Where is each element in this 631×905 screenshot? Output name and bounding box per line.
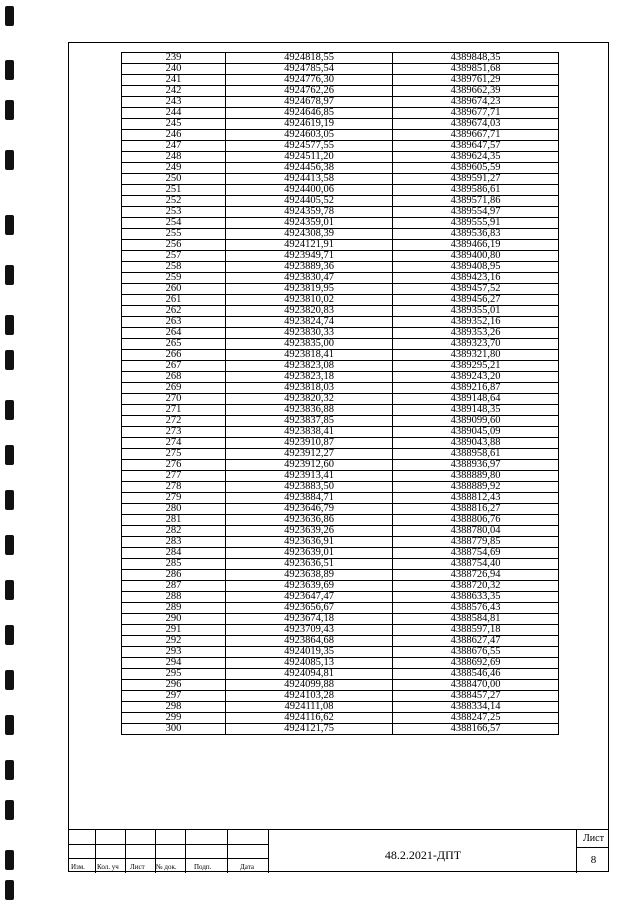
binding-mark bbox=[5, 445, 14, 465]
y-coordinate: 4389466,19 bbox=[393, 240, 559, 251]
x-coordinate: 4923949,71 bbox=[226, 251, 393, 262]
y-coordinate: 4389761,29 bbox=[393, 75, 559, 86]
table-row bbox=[122, 196, 559, 207]
x-coordinate: 4923646,79 bbox=[226, 504, 393, 515]
point-number: 242 bbox=[122, 86, 226, 97]
y-coordinate: 4388754,69 bbox=[393, 548, 559, 559]
x-coordinate: 4924359,78 bbox=[226, 207, 393, 218]
x-coordinate: 4923819,95 bbox=[226, 284, 393, 295]
y-coordinate: 4388806,76 bbox=[393, 515, 559, 526]
y-coordinate: 4388780,04 bbox=[393, 526, 559, 537]
table-row bbox=[122, 218, 559, 229]
table-row bbox=[122, 647, 559, 658]
binding-marks bbox=[5, 0, 19, 905]
x-coordinate: 4924646,85 bbox=[226, 108, 393, 119]
table-row bbox=[122, 724, 559, 735]
y-coordinate: 4389571,86 bbox=[393, 196, 559, 207]
x-coordinate: 4923830,47 bbox=[226, 273, 393, 284]
y-coordinate: 4389677,71 bbox=[393, 108, 559, 119]
table-row bbox=[122, 207, 559, 218]
binding-mark bbox=[5, 215, 14, 235]
y-coordinate: 4388889,92 bbox=[393, 482, 559, 493]
table-row bbox=[122, 383, 559, 394]
table-row bbox=[122, 570, 559, 581]
point-number: 299 bbox=[122, 713, 226, 724]
x-coordinate: 4924603,05 bbox=[226, 130, 393, 141]
binding-mark bbox=[5, 850, 14, 870]
table-row bbox=[122, 86, 559, 97]
x-coordinate: 4923837,85 bbox=[226, 416, 393, 427]
point-number: 260 bbox=[122, 284, 226, 295]
point-number: 259 bbox=[122, 273, 226, 284]
binding-mark bbox=[5, 100, 14, 120]
point-number: 295 bbox=[122, 669, 226, 680]
x-coordinate: 4923823,18 bbox=[226, 372, 393, 383]
x-coordinate: 4924785,54 bbox=[226, 64, 393, 75]
point-number: 241 bbox=[122, 75, 226, 86]
binding-mark bbox=[5, 315, 14, 335]
y-coordinate: 4389353,26 bbox=[393, 328, 559, 339]
point-number: 300 bbox=[122, 724, 226, 735]
point-number: 290 bbox=[122, 614, 226, 625]
y-coordinate: 4389536,83 bbox=[393, 229, 559, 240]
title-block bbox=[68, 829, 609, 873]
y-coordinate: 4388576,43 bbox=[393, 603, 559, 614]
point-number: 268 bbox=[122, 372, 226, 383]
point-number: 244 bbox=[122, 108, 226, 119]
point-number: 288 bbox=[122, 592, 226, 603]
x-coordinate: 4924308,39 bbox=[226, 229, 393, 240]
table-row bbox=[122, 306, 559, 317]
point-number: 285 bbox=[122, 559, 226, 570]
point-number: 286 bbox=[122, 570, 226, 581]
table-row bbox=[122, 262, 559, 273]
x-coordinate: 4923639,26 bbox=[226, 526, 393, 537]
x-coordinate: 4923636,91 bbox=[226, 537, 393, 548]
y-coordinate: 4389045,09 bbox=[393, 427, 559, 438]
x-coordinate: 4924121,75 bbox=[226, 724, 393, 735]
label-kol-uch: Кол. уч bbox=[97, 863, 119, 871]
point-number: 239 bbox=[122, 53, 226, 64]
y-coordinate: 4389674,23 bbox=[393, 97, 559, 108]
y-coordinate: 4389216,87 bbox=[393, 383, 559, 394]
x-coordinate: 4924121,91 bbox=[226, 240, 393, 251]
y-coordinate: 4388779,85 bbox=[393, 537, 559, 548]
binding-mark bbox=[5, 350, 14, 370]
x-coordinate: 4923639,01 bbox=[226, 548, 393, 559]
point-number: 291 bbox=[122, 625, 226, 636]
table-row bbox=[122, 669, 559, 680]
table-row bbox=[122, 449, 559, 460]
point-number: 251 bbox=[122, 185, 226, 196]
point-number: 292 bbox=[122, 636, 226, 647]
x-coordinate: 4924116,62 bbox=[226, 713, 393, 724]
table-row bbox=[122, 702, 559, 713]
table-row bbox=[122, 53, 559, 64]
table-row bbox=[122, 482, 559, 493]
table-row bbox=[122, 152, 559, 163]
point-number: 240 bbox=[122, 64, 226, 75]
binding-mark bbox=[5, 535, 14, 555]
binding-mark bbox=[5, 715, 14, 735]
point-number: 262 bbox=[122, 306, 226, 317]
table-row bbox=[122, 691, 559, 702]
y-coordinate: 4388470,00 bbox=[393, 680, 559, 691]
table-row bbox=[122, 471, 559, 482]
x-coordinate: 4924413,58 bbox=[226, 174, 393, 185]
binding-mark bbox=[5, 400, 14, 420]
x-coordinate: 4923647,47 bbox=[226, 592, 393, 603]
x-coordinate: 4923674,18 bbox=[226, 614, 393, 625]
y-coordinate: 4389586,61 bbox=[393, 185, 559, 196]
x-coordinate: 4923830,33 bbox=[226, 328, 393, 339]
label-doc-no: № док. bbox=[156, 863, 177, 871]
document-code: 48.2.2021-ДПТ bbox=[384, 848, 462, 862]
x-coordinate: 4923656,67 bbox=[226, 603, 393, 614]
table-row bbox=[122, 119, 559, 130]
y-coordinate: 4389355,01 bbox=[393, 306, 559, 317]
point-number: 256 bbox=[122, 240, 226, 251]
x-coordinate: 4923820,32 bbox=[226, 394, 393, 405]
point-number: 250 bbox=[122, 174, 226, 185]
y-coordinate: 4389243,20 bbox=[393, 372, 559, 383]
binding-mark bbox=[5, 6, 14, 26]
table-row bbox=[122, 284, 559, 295]
table-row bbox=[122, 350, 559, 361]
y-coordinate: 4389647,57 bbox=[393, 141, 559, 152]
x-coordinate: 4924818,55 bbox=[226, 53, 393, 64]
x-coordinate: 4924776,30 bbox=[226, 75, 393, 86]
x-coordinate: 4923889,36 bbox=[226, 262, 393, 273]
y-coordinate: 4389323,70 bbox=[393, 339, 559, 350]
point-number: 246 bbox=[122, 130, 226, 141]
y-coordinate: 4388816,27 bbox=[393, 504, 559, 515]
coordinates-table-body bbox=[122, 53, 559, 735]
binding-mark bbox=[5, 490, 14, 510]
x-coordinate: 4923709,43 bbox=[226, 625, 393, 636]
y-coordinate: 4388457,27 bbox=[393, 691, 559, 702]
point-number: 272 bbox=[122, 416, 226, 427]
x-coordinate: 4923864,68 bbox=[226, 636, 393, 647]
y-coordinate: 4388812,43 bbox=[393, 493, 559, 504]
y-coordinate: 4388720,32 bbox=[393, 581, 559, 592]
x-coordinate: 4923820,83 bbox=[226, 306, 393, 317]
x-coordinate: 4924511,20 bbox=[226, 152, 393, 163]
point-number: 279 bbox=[122, 493, 226, 504]
x-coordinate: 4923818,03 bbox=[226, 383, 393, 394]
x-coordinate: 4924111,08 bbox=[226, 702, 393, 713]
table-row bbox=[122, 372, 559, 383]
binding-mark bbox=[5, 800, 14, 820]
x-coordinate: 4923910,87 bbox=[226, 438, 393, 449]
x-coordinate: 4924019,35 bbox=[226, 647, 393, 658]
x-coordinate: 4924577,55 bbox=[226, 141, 393, 152]
y-coordinate: 4389457,52 bbox=[393, 284, 559, 295]
point-number: 282 bbox=[122, 526, 226, 537]
table-row bbox=[122, 229, 559, 240]
x-coordinate: 4923884,71 bbox=[226, 493, 393, 504]
binding-mark bbox=[5, 580, 14, 600]
coordinates-table bbox=[121, 52, 559, 735]
table-row bbox=[122, 713, 559, 724]
table-row bbox=[122, 317, 559, 328]
table-row bbox=[122, 75, 559, 86]
table-row bbox=[122, 526, 559, 537]
point-number: 287 bbox=[122, 581, 226, 592]
binding-mark bbox=[5, 670, 14, 690]
y-coordinate: 4388334,14 bbox=[393, 702, 559, 713]
y-coordinate: 4388726,94 bbox=[393, 570, 559, 581]
table-row bbox=[122, 273, 559, 284]
y-coordinate: 4389321,80 bbox=[393, 350, 559, 361]
y-coordinate: 4389605,59 bbox=[393, 163, 559, 174]
table-row bbox=[122, 636, 559, 647]
y-coordinate: 4388247,25 bbox=[393, 713, 559, 724]
y-coordinate: 4389148,64 bbox=[393, 394, 559, 405]
table-row bbox=[122, 515, 559, 526]
x-coordinate: 4923913,41 bbox=[226, 471, 393, 482]
table-row bbox=[122, 174, 559, 185]
x-coordinate: 4923636,51 bbox=[226, 559, 393, 570]
point-number: 276 bbox=[122, 460, 226, 471]
point-number: 289 bbox=[122, 603, 226, 614]
x-coordinate: 4923838,41 bbox=[226, 427, 393, 438]
table-row bbox=[122, 625, 559, 636]
point-number: 253 bbox=[122, 207, 226, 218]
table-row bbox=[122, 141, 559, 152]
y-coordinate: 4388889,80 bbox=[393, 471, 559, 482]
y-coordinate: 4389352,16 bbox=[393, 317, 559, 328]
point-number: 247 bbox=[122, 141, 226, 152]
y-coordinate: 4389624,35 bbox=[393, 152, 559, 163]
label-date: Дата bbox=[240, 863, 254, 871]
x-coordinate: 4924094,81 bbox=[226, 669, 393, 680]
table-row bbox=[122, 64, 559, 75]
y-coordinate: 4388633,35 bbox=[393, 592, 559, 603]
table-row bbox=[122, 130, 559, 141]
y-coordinate: 4389295,21 bbox=[393, 361, 559, 372]
y-coordinate: 4389555,91 bbox=[393, 218, 559, 229]
table-row bbox=[122, 240, 559, 251]
x-coordinate: 4923912,60 bbox=[226, 460, 393, 471]
table-row bbox=[122, 614, 559, 625]
point-number: 248 bbox=[122, 152, 226, 163]
y-coordinate: 4388546,46 bbox=[393, 669, 559, 680]
table-row bbox=[122, 427, 559, 438]
x-coordinate: 4924103,28 bbox=[226, 691, 393, 702]
table-row bbox=[122, 251, 559, 262]
point-number: 245 bbox=[122, 119, 226, 130]
point-number: 283 bbox=[122, 537, 226, 548]
point-number: 265 bbox=[122, 339, 226, 350]
point-number: 278 bbox=[122, 482, 226, 493]
point-number: 277 bbox=[122, 471, 226, 482]
x-coordinate: 4924678,97 bbox=[226, 97, 393, 108]
table-row bbox=[122, 559, 559, 570]
point-number: 263 bbox=[122, 317, 226, 328]
table-row bbox=[122, 504, 559, 515]
y-coordinate: 4388754,40 bbox=[393, 559, 559, 570]
table-row bbox=[122, 295, 559, 306]
table-row bbox=[122, 581, 559, 592]
binding-mark bbox=[5, 60, 14, 80]
binding-mark bbox=[5, 150, 14, 170]
point-number: 274 bbox=[122, 438, 226, 449]
point-number: 270 bbox=[122, 394, 226, 405]
x-coordinate: 4923638,89 bbox=[226, 570, 393, 581]
y-coordinate: 4389667,71 bbox=[393, 130, 559, 141]
x-coordinate: 4923818,41 bbox=[226, 350, 393, 361]
x-coordinate: 4924762,26 bbox=[226, 86, 393, 97]
x-coordinate: 4923912,27 bbox=[226, 449, 393, 460]
x-coordinate: 4923639,69 bbox=[226, 581, 393, 592]
y-coordinate: 4388958,61 bbox=[393, 449, 559, 460]
sheet-label: Лист bbox=[583, 833, 604, 844]
x-coordinate: 4923835,00 bbox=[226, 339, 393, 350]
y-coordinate: 4389148,35 bbox=[393, 405, 559, 416]
binding-mark bbox=[5, 760, 14, 780]
point-number: 266 bbox=[122, 350, 226, 361]
table-row bbox=[122, 438, 559, 449]
x-coordinate: 4923636,86 bbox=[226, 515, 393, 526]
x-coordinate: 4924099,88 bbox=[226, 680, 393, 691]
y-coordinate: 4389423,16 bbox=[393, 273, 559, 284]
binding-mark bbox=[5, 625, 14, 645]
table-row bbox=[122, 394, 559, 405]
point-number: 294 bbox=[122, 658, 226, 669]
x-coordinate: 4923824,74 bbox=[226, 317, 393, 328]
binding-mark bbox=[5, 265, 14, 285]
y-coordinate: 4389400,80 bbox=[393, 251, 559, 262]
x-coordinate: 4924405,52 bbox=[226, 196, 393, 207]
y-coordinate: 4389591,27 bbox=[393, 174, 559, 185]
x-coordinate: 4923836,88 bbox=[226, 405, 393, 416]
binding-mark bbox=[5, 880, 14, 900]
point-number: 284 bbox=[122, 548, 226, 559]
point-number: 296 bbox=[122, 680, 226, 691]
point-number: 275 bbox=[122, 449, 226, 460]
x-coordinate: 4924456,38 bbox=[226, 163, 393, 174]
point-number: 280 bbox=[122, 504, 226, 515]
label-list: Лист bbox=[130, 863, 145, 871]
point-number: 255 bbox=[122, 229, 226, 240]
x-coordinate: 4924359,01 bbox=[226, 218, 393, 229]
table-row bbox=[122, 548, 559, 559]
y-coordinate: 4389099,60 bbox=[393, 416, 559, 427]
x-coordinate: 4923810,02 bbox=[226, 295, 393, 306]
table-row bbox=[122, 405, 559, 416]
y-coordinate: 4389662,39 bbox=[393, 86, 559, 97]
table-row bbox=[122, 328, 559, 339]
y-coordinate: 4388597,18 bbox=[393, 625, 559, 636]
table-row bbox=[122, 658, 559, 669]
table-row bbox=[122, 493, 559, 504]
y-coordinate: 4388584,81 bbox=[393, 614, 559, 625]
y-coordinate: 4389408,95 bbox=[393, 262, 559, 273]
y-coordinate: 4388692,69 bbox=[393, 658, 559, 669]
table-row bbox=[122, 339, 559, 350]
x-coordinate: 4924400,06 bbox=[226, 185, 393, 196]
point-number: 281 bbox=[122, 515, 226, 526]
point-number: 273 bbox=[122, 427, 226, 438]
table-row bbox=[122, 185, 559, 196]
table-row bbox=[122, 537, 559, 548]
point-number: 252 bbox=[122, 196, 226, 207]
point-number: 264 bbox=[122, 328, 226, 339]
table-row bbox=[122, 361, 559, 372]
y-coordinate: 4389554,97 bbox=[393, 207, 559, 218]
point-number: 293 bbox=[122, 647, 226, 658]
y-coordinate: 4388936,97 bbox=[393, 460, 559, 471]
y-coordinate: 4389456,27 bbox=[393, 295, 559, 306]
table-row bbox=[122, 416, 559, 427]
point-number: 267 bbox=[122, 361, 226, 372]
point-number: 271 bbox=[122, 405, 226, 416]
y-coordinate: 4388166,57 bbox=[393, 724, 559, 735]
sheet-number: 8 bbox=[590, 854, 597, 866]
point-number: 249 bbox=[122, 163, 226, 174]
label-signature: Подп. bbox=[194, 863, 212, 871]
y-coordinate: 4389674,03 bbox=[393, 119, 559, 130]
x-coordinate: 4924619,19 bbox=[226, 119, 393, 130]
point-number: 243 bbox=[122, 97, 226, 108]
table-row bbox=[122, 592, 559, 603]
y-coordinate: 4389043,88 bbox=[393, 438, 559, 449]
y-coordinate: 4389848,35 bbox=[393, 53, 559, 64]
point-number: 269 bbox=[122, 383, 226, 394]
table-row bbox=[122, 680, 559, 691]
y-coordinate: 4389851,68 bbox=[393, 64, 559, 75]
label-izm: Изм. bbox=[71, 863, 85, 871]
table-row bbox=[122, 603, 559, 614]
table-row bbox=[122, 97, 559, 108]
table-row bbox=[122, 460, 559, 471]
point-number: 261 bbox=[122, 295, 226, 306]
point-number: 257 bbox=[122, 251, 226, 262]
y-coordinate: 4388627,47 bbox=[393, 636, 559, 647]
table-row bbox=[122, 108, 559, 119]
table-row bbox=[122, 163, 559, 174]
x-coordinate: 4923883,50 bbox=[226, 482, 393, 493]
point-number: 258 bbox=[122, 262, 226, 273]
x-coordinate: 4923823,08 bbox=[226, 361, 393, 372]
point-number: 298 bbox=[122, 702, 226, 713]
y-coordinate: 4388676,55 bbox=[393, 647, 559, 658]
point-number: 254 bbox=[122, 218, 226, 229]
point-number: 297 bbox=[122, 691, 226, 702]
x-coordinate: 4924085,13 bbox=[226, 658, 393, 669]
